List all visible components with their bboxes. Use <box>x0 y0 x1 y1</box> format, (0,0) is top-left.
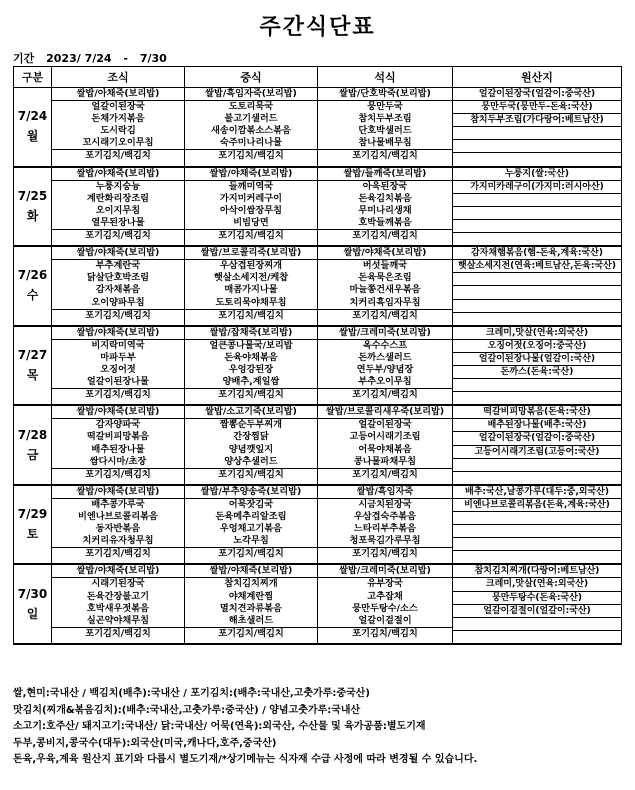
lunch-item: 짬뽕순두부찌개 <box>219 419 283 431</box>
lunch-item: 포기김치/백김치 <box>185 547 317 560</box>
origin-cell <box>453 564 622 644</box>
lunch-item: 불고기샐러드 <box>224 113 278 125</box>
breakfast-item: 포기김치/백김치 <box>52 468 184 481</box>
breakfast-cell <box>52 405 185 485</box>
breakfast-item: 계란화리장조림 <box>86 192 150 204</box>
lunch-item: 쌀밥/잡채죽(보리밥) <box>185 327 317 340</box>
dinner-item: 마늘쫑건새우볶음 <box>349 284 421 296</box>
day-cell <box>14 246 52 326</box>
breakfast-item: 열무된장나물 <box>91 216 145 228</box>
weekly-menu-table <box>13 66 622 645</box>
lunch-item: 야채계란찜 <box>228 590 274 602</box>
breakfast-item: 포기김치/백김치 <box>52 547 184 560</box>
breakfast-item: 돈육간장불고기 <box>86 590 150 602</box>
dinner-item: 느타리부추볶음 <box>353 523 417 535</box>
lunch-item: 비빔당면 <box>233 216 269 228</box>
lunch-item: 쌀밥/야채죽(보리밥) <box>185 168 317 181</box>
header-row <box>14 67 622 88</box>
dinner-item: 쌀밥/단호박죽(보리밥) <box>318 88 452 101</box>
dinner-cell <box>318 246 453 326</box>
dinner-cell <box>318 405 453 485</box>
day-cell <box>14 485 52 565</box>
origin-cell <box>453 88 622 167</box>
dinner-cell <box>318 564 453 644</box>
breakfast-item: 부추계란국 <box>95 260 141 272</box>
lunch-item: 포기김치/백김치 <box>185 627 317 640</box>
note-line: 맛김치(찌개&볶음김치):(배추:국내산,고춧가루:중국산) / 양념고춧가루:국내산 <box>13 704 361 716</box>
breakfast-item: 동자반볶음 <box>95 523 141 535</box>
lunch-cell <box>185 88 318 167</box>
lunch-item: 어묵잣김국 <box>228 498 274 510</box>
breakfast-item: 배추콩가루국 <box>91 498 145 510</box>
dinner-cell <box>318 485 453 565</box>
dinner-item: 돈육묵은조림 <box>358 272 412 284</box>
dinner-item: 돈까스샐러드 <box>358 351 412 363</box>
lunch-cell <box>185 326 318 406</box>
lunch-item: 가지미커레구이 <box>219 192 283 204</box>
day-cell <box>14 405 52 485</box>
dinner-item: 무미나리생채 <box>358 204 412 216</box>
breakfast-cell <box>52 88 185 167</box>
origin-cell <box>453 405 622 485</box>
breakfast-item: 포기김치/백김치 <box>52 309 184 322</box>
lunch-item: 우엉채고기볶음 <box>219 523 283 535</box>
origin-cell <box>453 485 622 565</box>
note-line: 돈육,우육,계육 원산지 표기와 다릅시 별도기재/*상기메뉴는 식자재 수급 사정에 따라 변경될 수 있습니다. <box>13 754 478 765</box>
day-row <box>14 88 622 167</box>
lunch-item: 해초샐러드 <box>228 614 274 626</box>
lunch-cell <box>185 485 318 565</box>
origin-line <box>453 300 621 313</box>
origin-line: 비엔나브로콜리볶음(돈육,계육:국산) <box>453 499 621 512</box>
day-row <box>14 167 622 247</box>
origin-line <box>453 379 621 392</box>
dinner-item: 부추오이무침 <box>358 376 412 388</box>
lunch-cell <box>185 167 318 247</box>
dinner-item: 시금치된장국 <box>358 498 412 510</box>
breakfast-cell <box>52 167 185 247</box>
origin-line: 떡갈비피망볶음(돈육:국산) <box>453 406 621 419</box>
origin-line <box>453 153 621 165</box>
breakfast-item: 쌈다시마/초장 <box>89 455 147 467</box>
breakfast-item: 떡갈비피망볶음 <box>86 431 150 443</box>
day-date: 7/29 <box>17 507 48 522</box>
dinner-item: 쌀밥/크레미죽(보리밥) <box>318 327 452 340</box>
day-date: 7/30 <box>17 586 48 601</box>
lunch-item: 돈육야채볶음 <box>224 351 278 363</box>
dinner-item: 포기김치/백김치 <box>318 547 452 560</box>
lunch-item: 양배추,계일쌈 <box>222 376 280 388</box>
day-row <box>14 485 622 565</box>
breakfast-item: 감자채볶음 <box>95 284 141 296</box>
breakfast-item: 쌀밥/야채죽(보리밥) <box>52 406 184 419</box>
origin-line <box>453 220 621 233</box>
origin-line <box>453 459 621 472</box>
origin-line: 햇살소세지전(연육:베트남산,돈육:국산) <box>453 260 621 273</box>
breakfast-item: 쌀밥/야채죽(보리밥) <box>52 565 184 578</box>
breakfast-item: 포기김치/백김치 <box>52 388 184 401</box>
dinner-cell <box>318 88 453 167</box>
day-of-week: 목 <box>26 367 39 382</box>
lunch-item: 포기김치/백김치 <box>185 229 317 242</box>
lunch-item: 쌀밥/브로콜리죽(보리밥) <box>185 247 317 260</box>
origin-line <box>453 194 621 207</box>
day-row <box>14 326 622 406</box>
breakfast-cell <box>52 326 185 406</box>
dinner-item: 아욱된장국 <box>362 180 408 192</box>
breakfast-item: 오이지무침 <box>95 204 141 216</box>
dinner-item: 돈육김치볶음 <box>358 192 412 204</box>
dinner-item: 호박들깨볶음 <box>358 216 412 228</box>
lunch-item: 우엉강된장 <box>228 363 274 375</box>
page-title: 주간식단표 <box>259 15 376 40</box>
origin-cell <box>453 326 622 406</box>
lunch-item: 숙주미나리나물 <box>219 137 283 149</box>
day-cell <box>14 564 52 644</box>
breakfast-item: 오징어젓 <box>100 363 136 375</box>
day-date: 7/25 <box>17 188 48 203</box>
breakfast-cell <box>52 246 185 326</box>
origin-line: 배추:국산,날콩가루(대두:중,외국산) <box>453 486 621 499</box>
origin-line: 돈까스(돈육:국산) <box>453 366 621 379</box>
breakfast-item: 쌀밥/아채죽(보리밥) <box>52 88 184 101</box>
lunch-item: 도토리묵야채무침 <box>215 296 287 308</box>
breakfast-cell <box>52 485 185 565</box>
dinner-item: 포기김치/백김치 <box>318 309 452 322</box>
origin-line: 얼갈이된장국(얼갈이:중국산) <box>453 88 621 101</box>
origin-line: 얼갈이겉절이(얼갈이:국산) <box>453 605 621 618</box>
dinner-item: 쌀밥/야채죽(보리밥) <box>318 247 452 260</box>
lunch-item: 쌀밥/흑임자죽(보리밥) <box>185 88 317 101</box>
lunch-item: 간장찜닭 <box>233 431 269 443</box>
origin-line: 크레미,맛살(연육:외국산) <box>453 327 621 340</box>
day-of-week: 일 <box>26 606 39 621</box>
dinner-item: 포기김치/백김치 <box>318 149 452 162</box>
breakfast-item: 마파두부 <box>100 351 136 363</box>
breakfast-item: 오이양파무침 <box>91 296 145 308</box>
dinner-item: 포기김치/백김치 <box>318 468 452 481</box>
lunch-item: 쌀밥/부추양송죽(보리밥) <box>185 486 317 499</box>
dinner-item: 치커리흑임자무침 <box>349 296 421 308</box>
lunch-item: 노각무침 <box>233 535 269 547</box>
dinner-item: 옥수수스프 <box>362 339 408 351</box>
day-row <box>14 405 622 485</box>
note-line: 소고기:호주산/ 돼지고기:국내산/ 닭:국내산/ 어묵(연육):외국산, 수산물 및 육가공품:별도기재 <box>13 721 426 732</box>
origin-line <box>453 631 621 643</box>
breakfast-item: 얼갈이된장나물 <box>86 376 150 388</box>
origin-line <box>453 525 621 538</box>
lunch-item: 양념깻잎지 <box>228 443 274 455</box>
breakfast-item: 쌀밥/야채죽(보리밥) <box>52 327 184 340</box>
origin-line <box>453 140 621 153</box>
dinner-item: 우삼겹숙주볶음 <box>353 511 417 522</box>
lunch-item: 포기김치/백김치 <box>185 149 317 162</box>
lunch-cell <box>185 405 318 485</box>
breakfast-item: 배추된장나물 <box>91 443 145 455</box>
lunch-item: 쌀밥/소고기죽(보리밥) <box>185 406 317 419</box>
origin-line: 뭉만두국(뭉만두-돈육:국산) <box>453 101 621 114</box>
origin-line: 참치김치찌개(다랑어:베트남산) <box>453 565 621 578</box>
period-label: 기간 <box>13 52 35 65</box>
day-date: 7/28 <box>17 427 48 442</box>
day-date: 7/27 <box>17 347 48 362</box>
origin-line: 뭉만두탕수(돈육:국산) <box>453 592 621 605</box>
dinner-item: 포기김치/백김치 <box>318 627 452 640</box>
origin-line <box>453 512 621 525</box>
dinner-item: 쌀밥/들깨죽(보리밥) <box>318 168 452 181</box>
lunch-item: 돈육메추리알조림 <box>215 511 287 522</box>
period <box>13 50 175 66</box>
origin-line: 고등어시래기조림(고등어:국산) <box>453 446 621 459</box>
dinner-item: 뭉만두탕수/소스 <box>352 602 418 614</box>
dinner-item: 참치두부조림 <box>358 113 412 125</box>
lunch-item: 쌀밥/야채죽(보리밥) <box>185 565 317 578</box>
breakfast-item: 시래기된장국 <box>91 578 145 590</box>
dinner-item: 얼갈이겉절이 <box>358 614 412 626</box>
day-of-week: 토 <box>26 527 39 542</box>
origin-line <box>453 233 621 245</box>
dinner-item: 어묵야채볶음 <box>358 443 412 455</box>
dinner-item: 뭉만두국 <box>367 101 403 113</box>
breakfast-item: 호박새우젓볶음 <box>86 602 150 614</box>
breakfast-item: 비엔나브로콜리볶음 <box>78 511 158 522</box>
dinner-item: 연두부/양념장 <box>356 363 414 375</box>
dinner-cell <box>318 167 453 247</box>
day-of-week: 화 <box>26 208 39 223</box>
origin-line: 가지미카레구이(가지미:러시아산) <box>453 181 621 194</box>
dinner-item: 포기김치/백김치 <box>318 229 452 242</box>
lunch-item: 양상추샐러드 <box>224 455 278 467</box>
note-line: 두부,콩비지,콩국수(대두):외국산(미국,캐나다,호주,중국산) <box>13 737 277 749</box>
lunch-cell <box>185 564 318 644</box>
origin-cell <box>453 167 622 247</box>
day-cell <box>14 326 52 406</box>
lunch-item: 멸치견과류볶음 <box>219 602 283 614</box>
origin-line <box>453 313 621 325</box>
origin-line <box>453 538 621 551</box>
breakfast-item: 닭살단호박조림 <box>86 272 150 284</box>
dinner-item: 콩나물파채무침 <box>353 455 417 467</box>
lunch-cell <box>185 246 318 326</box>
day-of-week: 수 <box>26 288 39 303</box>
dinner-item: 얼갈이된장국 <box>358 419 412 431</box>
dinner-item: 쌀밥/브로콜리새우죽(보리밥) <box>318 406 452 419</box>
lunch-item: 햇살소세지전/케찹 <box>213 272 289 284</box>
footer-notes <box>13 686 623 769</box>
breakfast-item: 누룽지숭늉 <box>95 180 141 192</box>
origin-line <box>453 127 621 140</box>
breakfast-item: 꼬시래기오이무침 <box>82 137 154 149</box>
breakfast-item: 포기김치/백김치 <box>52 149 184 162</box>
origin-line <box>453 392 621 404</box>
breakfast-item: 쌀밥/야채죽(보리밥) <box>52 168 184 181</box>
dinner-item: 청포묵김가루무침 <box>349 535 421 547</box>
dinner-item: 포기김치/백김치 <box>318 388 452 401</box>
breakfast-item: 비지락미역국 <box>91 339 145 351</box>
dinner-cell <box>318 326 453 406</box>
period-end: 7/30 <box>139 52 167 65</box>
origin-line <box>453 551 621 563</box>
lunch-item: 도토리묵국 <box>228 101 274 113</box>
origin-line: 오징어젓(오징어:중국산) <box>453 340 621 353</box>
origin-line <box>453 618 621 631</box>
header-dinner: 석식 <box>318 67 453 88</box>
origin-line <box>453 273 621 286</box>
period-start: 2023/ 7/24 <box>46 52 112 65</box>
origin-line: 감자채햄볶음(햄-돈육,계육:국산) <box>453 247 621 260</box>
dinner-item: 쌀밥/크레미죽(보리밥) <box>318 565 452 578</box>
lunch-item: 포기김치/백김치 <box>185 388 317 401</box>
dinner-item: 참나물배무침 <box>358 137 412 149</box>
breakfast-item: 포기김치/백김치 <box>52 229 184 242</box>
dinner-item: 고등어시래기조림 <box>349 431 421 443</box>
lunch-item: 포기김치/백김치 <box>185 309 317 322</box>
breakfast-item: 감자양파국 <box>95 419 141 431</box>
breakfast-item: 도시락김 <box>100 125 136 137</box>
breakfast-item: 치커리유자청무침 <box>82 535 154 547</box>
dinner-item: 버섯들깨국 <box>362 260 408 272</box>
day-row <box>14 564 622 644</box>
dinner-item: 쌀밥/흑임자죽 <box>318 486 452 499</box>
breakfast-item: 실곤약야채무침 <box>86 614 150 626</box>
day-cell <box>14 167 52 247</box>
breakfast-item: 얼갈이된장국 <box>91 101 145 113</box>
origin-line <box>453 207 621 220</box>
breakfast-item: 돈채가지볶음 <box>91 113 145 125</box>
breakfast-item: 포기김치/백김치 <box>52 627 184 640</box>
origin-line: 누룽지(쌀:국산) <box>453 168 621 181</box>
lunch-item: 포기김치/백김치 <box>185 468 317 481</box>
breakfast-item: 쌀밥/야채죽(보리밥) <box>52 486 184 499</box>
origin-cell <box>453 246 622 326</box>
lunch-item: 들깨미역국 <box>228 180 274 192</box>
lunch-item: 참치김치찌개 <box>224 578 278 590</box>
day-date: 7/26 <box>17 268 48 283</box>
header-category: 구분 <box>14 67 52 88</box>
lunch-item: 새송이깜볶소스볶음 <box>211 125 291 137</box>
header-lunch: 중식 <box>185 67 318 88</box>
dinner-item: 고추잡채 <box>367 590 403 602</box>
lunch-item: 우삼겹된장찌개 <box>219 260 283 272</box>
note-line: 쌀,현미:국내산 / 백김치(배추):국내산 / 포기김치:(배추:국내산,고춧가루:중국산) <box>13 688 370 699</box>
breakfast-item: 쌀밥/야채죽(보리밥) <box>52 247 184 260</box>
day-row <box>14 246 622 326</box>
day-cell <box>14 88 52 167</box>
dinner-item: 유부장국 <box>367 578 403 590</box>
day-date: 7/24 <box>17 109 48 124</box>
origin-line: 얼갈이된장국(얼갈이:중국산) <box>453 432 621 445</box>
lunch-item: 얼큰콩나물국/보리밥 <box>209 339 293 351</box>
origin-line: 참치두부조림(가다랑어:베트남산) <box>453 114 621 127</box>
origin-line: 얼갈이된장나물(얼갈이:국산) <box>453 353 621 366</box>
header-breakfast: 조식 <box>52 67 185 88</box>
breakfast-cell <box>52 564 185 644</box>
day-of-week: 금 <box>26 447 39 462</box>
origin-line: 크레미,맛살(연육:외국산) <box>453 578 621 591</box>
origin-line <box>453 472 621 484</box>
dinner-item: 단호박샐러드 <box>358 125 412 137</box>
period-sep: - <box>123 52 128 65</box>
header-origin: 원산지 <box>453 67 622 88</box>
origin-line: 배추된장나물(배추:국산) <box>453 419 621 432</box>
lunch-item: 아삭이쌈장무침 <box>219 204 283 216</box>
lunch-item: 매콤가지나물 <box>224 284 278 296</box>
origin-line <box>453 286 621 299</box>
day-of-week: 월 <box>26 129 39 144</box>
